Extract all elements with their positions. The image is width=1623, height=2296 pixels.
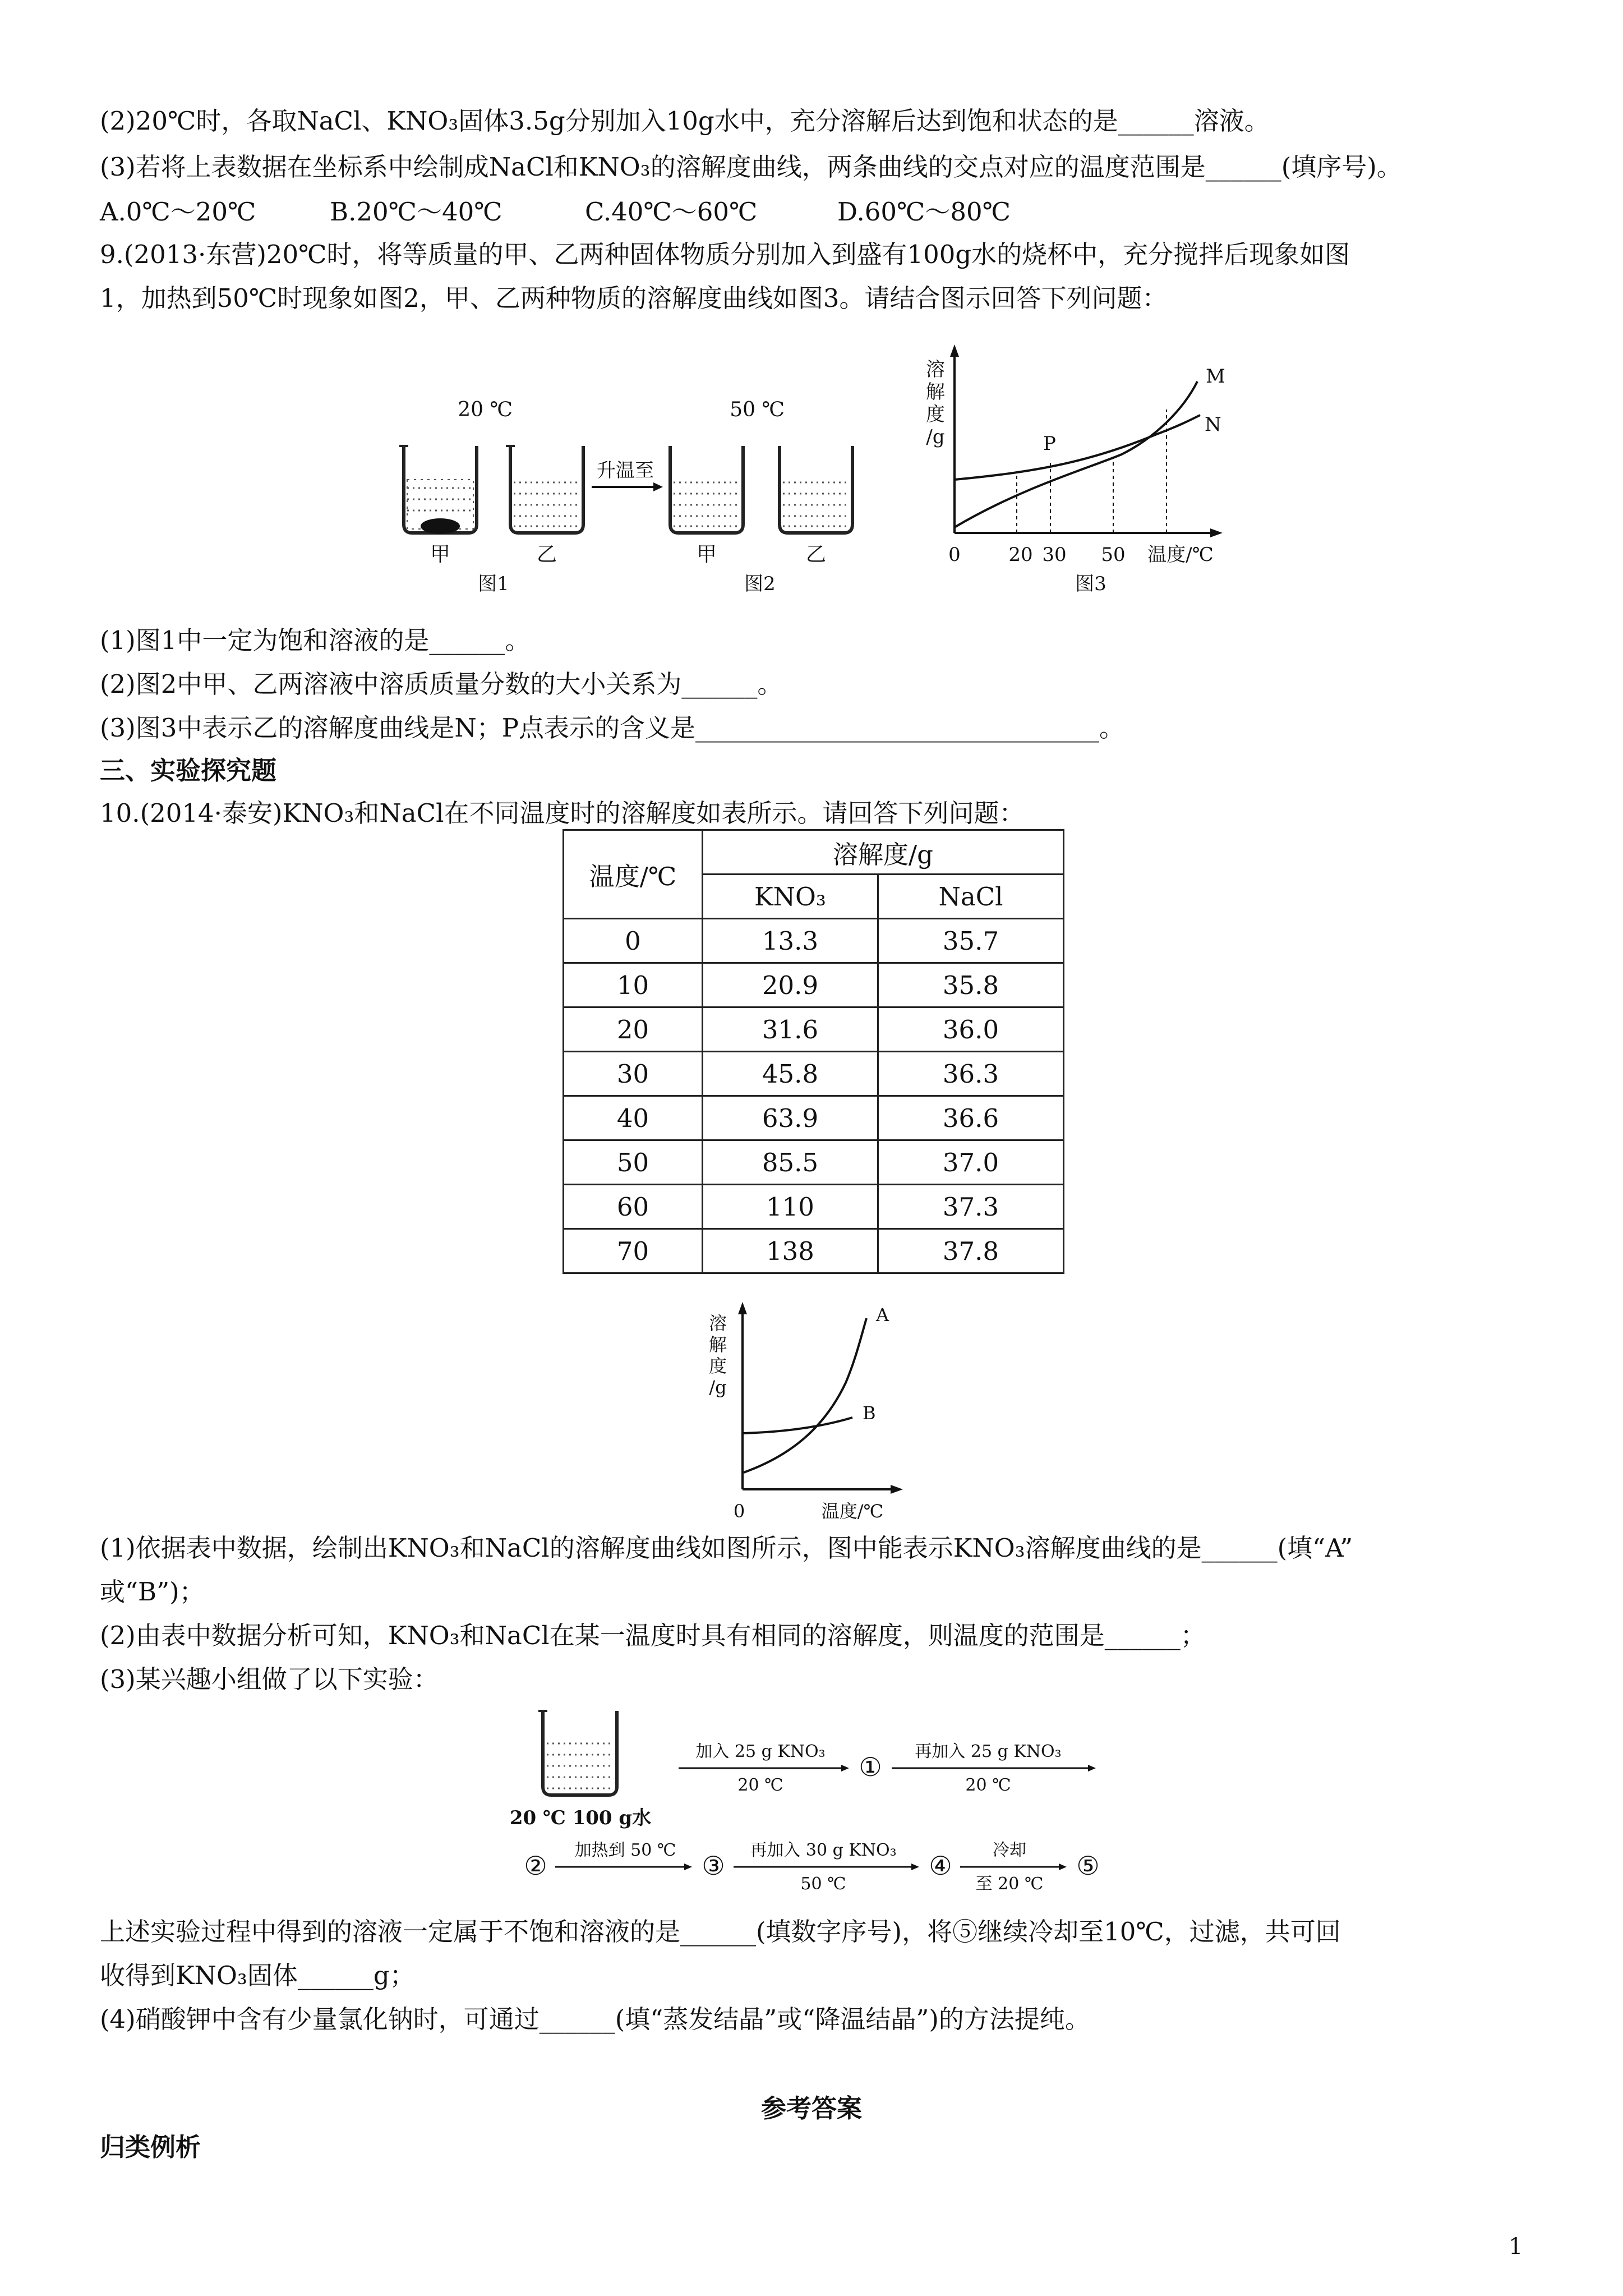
q8-option-d: D.60℃～80℃ xyxy=(837,197,1011,227)
q8-part3: (3)若将上表数据在坐标系中绘制成NaCl和KNO₃的溶解度曲线，两条曲线的交点对应的温度范围是______(填序号)。 xyxy=(100,152,1402,182)
x-axis-label: 温度/℃ xyxy=(821,1501,884,1522)
table-header-row xyxy=(564,830,1064,875)
caption-fig3: 图3 xyxy=(1075,573,1106,595)
state-3: ③ xyxy=(702,1851,725,1881)
q8-option-a: A.0℃～20℃ xyxy=(100,197,256,227)
x-tick-20: 20 xyxy=(1008,544,1033,566)
fig2-temp-label: 50 ℃ xyxy=(730,398,785,421)
y-label-3: 度 xyxy=(708,1355,727,1377)
q10-answer-1-line2: 或“B”)； xyxy=(100,1577,205,1607)
header-solubility: 溶解度/g xyxy=(703,830,1064,875)
label-P: P xyxy=(1043,432,1056,455)
header-nacl: NaCl xyxy=(878,875,1064,919)
q9-answer-1: (1)图1中一定为饱和溶液的是______。 xyxy=(100,625,531,655)
section-heading-examples: 归类例析 xyxy=(100,2132,201,2162)
step2-bottom-label: 20 ℃ xyxy=(965,1775,1011,1795)
cell-nacl: 35.7 xyxy=(878,919,1064,963)
y-label-1: 溶 xyxy=(708,1313,727,1334)
beaker-label: 20 ℃ 100 g水 xyxy=(509,1807,652,1829)
state-4: ④ xyxy=(929,1851,952,1881)
cell-nacl: 37.3 xyxy=(878,1185,1064,1229)
y-label-4: /g xyxy=(926,426,945,448)
cell-nacl: 37.8 xyxy=(878,1229,1064,1273)
cell-temp: 20 xyxy=(564,1007,703,1052)
step4-bottom-label: 50 ℃ xyxy=(800,1874,846,1894)
table-row xyxy=(564,963,1064,1007)
beaker-jia-fig1 xyxy=(399,446,477,534)
step4-top-label: 再加入 30 g KNO₃ xyxy=(750,1841,897,1860)
q10-solubility-graph xyxy=(695,1299,942,1523)
y-label-2: 解 xyxy=(926,381,945,403)
origin-label: 0 xyxy=(733,1501,745,1522)
caption-fig2: 图2 xyxy=(744,573,776,595)
label-yi-2: 乙 xyxy=(805,543,827,566)
section-heading-3: 三、实验探究题 xyxy=(100,756,277,785)
x-tick-30: 30 xyxy=(1042,544,1067,566)
solubility-table xyxy=(562,829,1064,1274)
cell-temp: 10 xyxy=(564,963,703,1007)
label-M: M xyxy=(1206,365,1225,388)
q9-beaker-figure xyxy=(387,393,892,606)
label-N: N xyxy=(1205,413,1221,436)
state-1: ① xyxy=(859,1752,882,1782)
curve-A xyxy=(744,1318,866,1473)
step1-top-label: 加入 25 g KNO₃ xyxy=(695,1742,826,1761)
q10-stem: 10.(2014·泰安)KNO₃和NaCl在不同温度时的溶解度如表所示。请回答下列问题： xyxy=(100,798,1025,828)
q9-stem-line1: 9.(2013·东营)20℃时，将等质量的甲、乙两种固体物质分别加入到盛有100g水的烧杯中，充分搅拌后现象如图 xyxy=(100,240,1350,269)
cell-kno3: 85.5 xyxy=(703,1140,878,1185)
step1-bottom-label: 20 ℃ xyxy=(737,1775,783,1795)
curve-B xyxy=(744,1418,852,1433)
answers-heading: 参考答案 xyxy=(760,2093,862,2123)
label-jia-2: 甲 xyxy=(696,543,717,566)
cell-temp: 30 xyxy=(564,1052,703,1096)
cell-kno3: 13.3 xyxy=(703,919,878,963)
q10-answer-4: (4)硝酸钾中含有少量氯化钠时，可通过______(填“蒸发结晶”或“降温结晶”)的方法提纯。 xyxy=(100,2004,1090,2034)
step5-bottom-label: 至 20 ℃ xyxy=(975,1874,1044,1894)
header-temperature: 温度/℃ xyxy=(564,830,703,919)
step5-top-label: 冷却 xyxy=(993,1841,1026,1860)
cell-nacl: 36.3 xyxy=(878,1052,1064,1096)
cell-temp: 40 xyxy=(564,1096,703,1140)
y-label-1: 溶 xyxy=(926,358,945,381)
cell-temp: 60 xyxy=(564,1185,703,1229)
header-kno3: KNO₃ xyxy=(703,875,878,919)
q10-answer-3b-line2: 收得到KNO₃固体______g； xyxy=(100,1961,415,1990)
cell-nacl: 36.0 xyxy=(878,1007,1064,1052)
state-5: ⑤ xyxy=(1076,1851,1100,1881)
cell-kno3: 45.8 xyxy=(703,1052,878,1096)
label-yi-1: 乙 xyxy=(536,543,557,566)
q9-solubility-graph xyxy=(920,342,1256,600)
table-row xyxy=(564,1096,1064,1140)
y-label-4: /g xyxy=(709,1377,727,1398)
cell-kno3: 110 xyxy=(703,1185,878,1229)
cell-temp: 50 xyxy=(564,1140,703,1185)
q10-experiment-diagram xyxy=(505,1700,1122,1896)
curve-M xyxy=(955,381,1197,527)
beaker-yi-fig1 xyxy=(506,446,583,533)
table-row xyxy=(564,1185,1064,1229)
q9-stem-line2: 1，加热到50℃时现象如图2，甲、乙两种物质的溶解度曲线如图3。请结合图示回答下列问题： xyxy=(100,283,1168,313)
step2-top-label: 再加入 25 g KNO₃ xyxy=(915,1742,1062,1761)
label-B: B xyxy=(863,1402,876,1424)
undissolved-solid xyxy=(421,518,460,534)
label-jia-1: 甲 xyxy=(430,543,451,566)
y-label-3: 度 xyxy=(926,403,945,426)
q10-answer-3: (3)某兴趣小组做了以下实验： xyxy=(100,1664,439,1694)
table-row xyxy=(564,1229,1064,1273)
cell-nacl: 36.6 xyxy=(878,1096,1064,1140)
q8-option-b: B.20℃～40℃ xyxy=(330,197,502,227)
beaker-jia-fig2 xyxy=(670,446,743,533)
q10-answer-3b-line1: 上述实验过程中得到的溶液一定属于不饱和溶液的是______(填数字序号)，将⑤继续冷却至10℃，过滤，共可回 xyxy=(100,1917,1341,1947)
table-row xyxy=(564,1140,1064,1185)
cell-kno3: 138 xyxy=(703,1229,878,1273)
cell-temp: 0 xyxy=(564,919,703,963)
table-row xyxy=(564,1007,1064,1052)
cell-kno3: 20.9 xyxy=(703,963,878,1007)
x-axis-label: 温度/℃ xyxy=(1147,544,1214,566)
q9-answer-3: (3)图3中表示乙的溶解度曲线是N；P点表示的含义是________________________________。 xyxy=(100,713,1125,743)
cell-kno3: 31.6 xyxy=(703,1007,878,1052)
caption-fig1: 图1 xyxy=(478,573,509,595)
q10-answer-1-line1: (1)依据表中数据，绘制出KNO₃和NaCl的溶解度曲线如图所示，图中能表示KNO₃溶解度曲线的是______(填“A” xyxy=(100,1533,1353,1563)
cell-nacl: 35.8 xyxy=(878,963,1064,1007)
state-2: ② xyxy=(524,1851,547,1881)
table-row xyxy=(564,919,1064,963)
step3-top-label: 加热到 50 ℃ xyxy=(574,1841,676,1860)
y-label-2: 解 xyxy=(708,1334,727,1355)
heat-arrow-label: 升温至 xyxy=(597,459,654,482)
fig1-temp-label: 20 ℃ xyxy=(458,398,513,421)
x-tick-0: 0 xyxy=(948,544,961,566)
q8-part2: (2)20℃时，各取NaCl、KNO₃固体3.5g分别加入10g水中，充分溶解后达到饱和状态的是______溶液。 xyxy=(100,106,1270,136)
q9-answer-2: (2)图2中甲、乙两溶液中溶质质量分数的大小关系为______。 xyxy=(100,669,783,699)
page-number: 1 xyxy=(1509,2234,1523,2260)
table-row xyxy=(564,1052,1064,1096)
label-A: A xyxy=(876,1304,889,1326)
x-tick-50: 50 xyxy=(1101,544,1126,566)
q8-option-c: C.40℃～60℃ xyxy=(585,197,758,227)
cell-nacl: 37.0 xyxy=(878,1140,1064,1185)
beaker-yi-fig2 xyxy=(780,446,852,533)
cell-temp: 70 xyxy=(564,1229,703,1273)
experiment-beaker xyxy=(538,1711,617,1795)
q10-answer-2: (2)由表中数据分析可知，KNO₃和NaCl在某一温度时具有相同的溶解度，则温度的范围是______； xyxy=(100,1621,1206,1650)
cell-kno3: 63.9 xyxy=(703,1096,878,1140)
